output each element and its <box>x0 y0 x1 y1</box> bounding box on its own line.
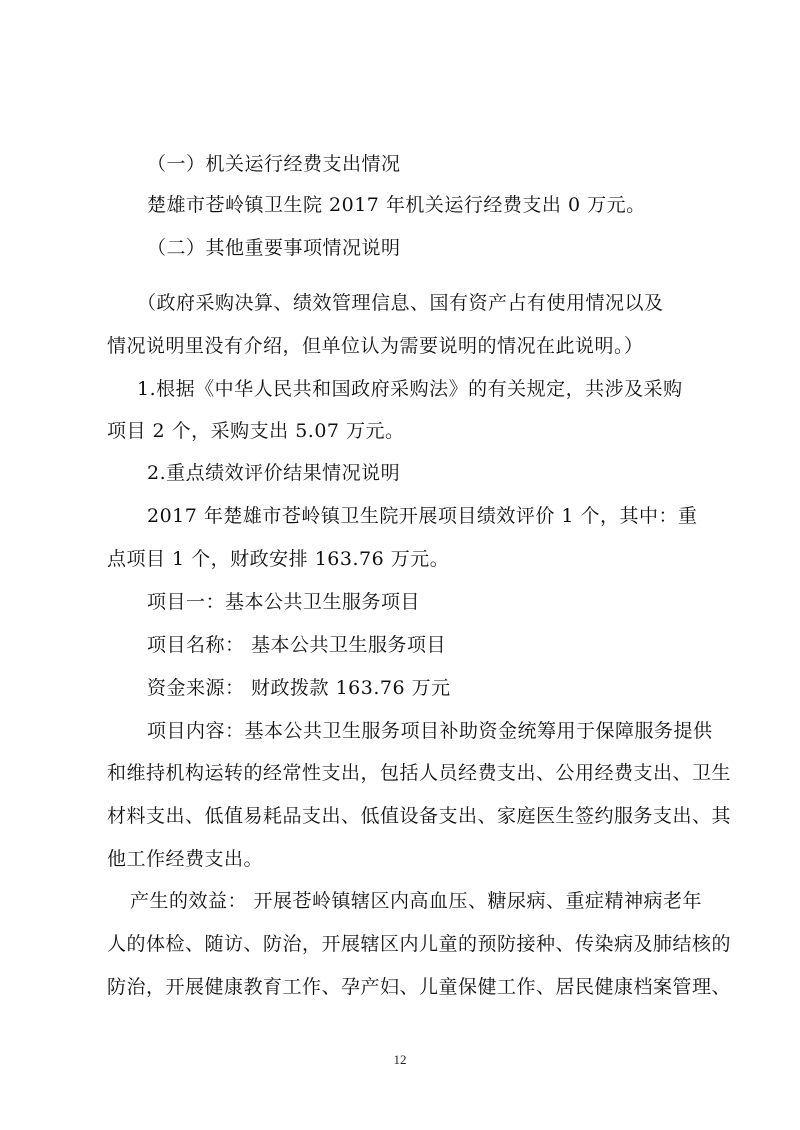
heading-other-matters: （二）其他重要事项情况说明 <box>147 237 401 259</box>
paragraph-evaluation-line-1: 2017 年楚雄市苍岭镇卫生院开展项目绩效评价 1 个，其中：重 <box>147 505 698 527</box>
paragraph-note-line-2: 情况说明里没有介绍，但单位认为需要说明的情况在此说明。） <box>107 335 644 357</box>
project-content-line-2: 和维持机构运转的经常性支出，包括人员经费支出、公用经费支出、卫生 <box>107 762 732 784</box>
page-number: 12 <box>393 1052 407 1067</box>
text-administrative-expense: 楚雄市苍岭镇卫生院 2017 年机关运行经费支出 0 万元。 <box>147 194 646 216</box>
paragraph-evaluation-line-2: 点项目 1 个，财政安排 163.76 万元。 <box>107 548 450 570</box>
project-name: 项目名称： 基本公共卫生服务项目 <box>147 634 447 656</box>
benefits-line-3: 防治，开展健康教育工作、孕产妇、儿童保健工作、居民健康档案管理、 <box>107 976 732 998</box>
funding-source: 资金来源： 财政拨款 163.76 万元 <box>147 677 451 699</box>
benefits-line-1: 产生的效益： 开展苍岭镇辖区内高血压、糖尿病、重症精神病老年 <box>130 890 703 912</box>
project-content-line-3: 材料支出、低值易耗品支出、低值设备支出、家庭医生签约服务支出、其 <box>107 805 732 827</box>
paragraph-procurement-line-2: 项目 2 个，采购支出 5.07 万元。 <box>107 420 405 442</box>
paragraph-note-line-1: （政府采购决算、绩效管理信息、国有资产占有使用情况以及 <box>137 292 664 314</box>
benefits-line-2: 人的体检、随访、防治，开展辖区内儿童的预防接种、传染病及肺结核的 <box>107 933 732 955</box>
project-content-line-4: 他工作经费支出。 <box>107 848 264 870</box>
heading-administrative-expense: （一）机关运行经费支出情况 <box>147 153 401 175</box>
paragraph-procurement-line-1: 1.根据《中华人民共和国政府采购法》的有关规定，共涉及采购 <box>137 378 683 400</box>
heading-performance-evaluation: 2.重点绩效评价结果情况说明 <box>147 462 401 484</box>
project-content-line-1: 项目内容：基本公共卫生服务项目补助资金统筹用于保障服务提供 <box>147 720 713 742</box>
project-one-title: 项目一：基本公共卫生服务项目 <box>147 591 421 613</box>
